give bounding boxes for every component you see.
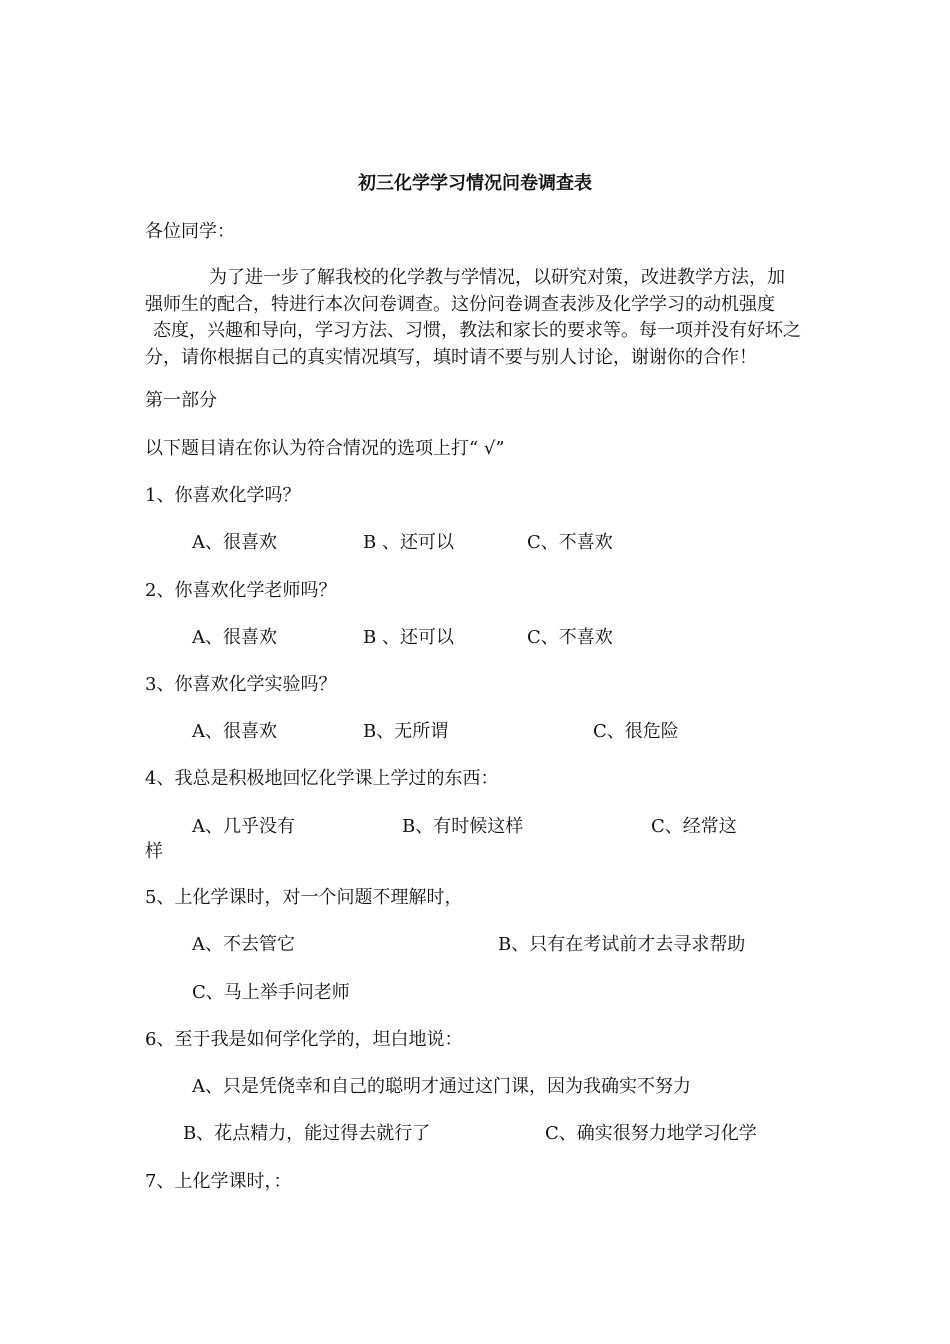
intro-paragraph [145,265,810,371]
document-title: 初三化学学习情况问卷调查表 [358,173,592,194]
section-heading: 第一部分 [145,390,217,411]
option-6c: C、确实很努力地学习化学 [545,1123,757,1144]
option-4c: C、经常这 [651,816,737,837]
intro-line: 态度，兴趣和导向，学习方法、习惯，教法和家长的要求等。每一项并没有好坏之 [153,320,801,341]
option-4a: A、几乎没有 [192,816,295,837]
option-2b: B 、还可以 [363,627,454,648]
intro-line: 分，请你根据自己的真实情况填写，填时请不要与别人讨论，谢谢你的合作！ [145,346,757,368]
question-4: 4、我总是积极地回忆化学课上学过的东西： [145,768,499,789]
instruction: 以下题目请在你认为符合情况的选项上打“ √” [145,438,505,459]
option-6b: B、花点精力，能过得去就行了 [183,1123,431,1144]
option-1a: A、很喜欢 [192,532,277,553]
question-3: 3、你喜欢化学实验吗？ [145,674,337,695]
option-5a: A、不去管它 [192,934,295,955]
option-6a: A、只是凭侥幸和自己的聪明才通过这门课，因为我确实不努力 [192,1076,691,1097]
option-5b: B、只有在考试前才去寻求帮助 [498,934,746,955]
question-5: 5、上化学课时，对一个问题不理解时， [145,887,463,908]
option-3b: B、无所谓 [363,721,449,742]
question-1: 1、你喜欢化学吗？ [145,485,301,506]
option-4c-wrap: 样 [145,841,163,862]
option-1b: B 、还可以 [363,532,454,553]
intro-line: 强师生的配合，特进行本次问卷调查。这份问卷调查表涉及化学学习的动机强度 [145,293,775,315]
intro-line: 为了进一步了解我校的化学教与学情况，以研究对策，改进教学方法，加 [209,267,785,288]
option-2a: A、很喜欢 [192,627,277,648]
option-1c: C、不喜欢 [527,532,613,553]
option-4b: B、有时候这样 [402,816,524,837]
option-3c: C、很危险 [593,721,679,742]
question-7: 7、上化学课时，： [145,1171,292,1192]
option-5c: C、马上举手问老师 [192,982,350,1003]
option-2c: C、不喜欢 [527,627,613,648]
question-2: 2、你喜欢化学老师吗？ [145,580,337,601]
question-6: 6、至于我是如何学化学的，坦白地说： [145,1029,463,1050]
greeting: 各位同学： [145,221,235,242]
option-3a: A、很喜欢 [192,721,277,742]
